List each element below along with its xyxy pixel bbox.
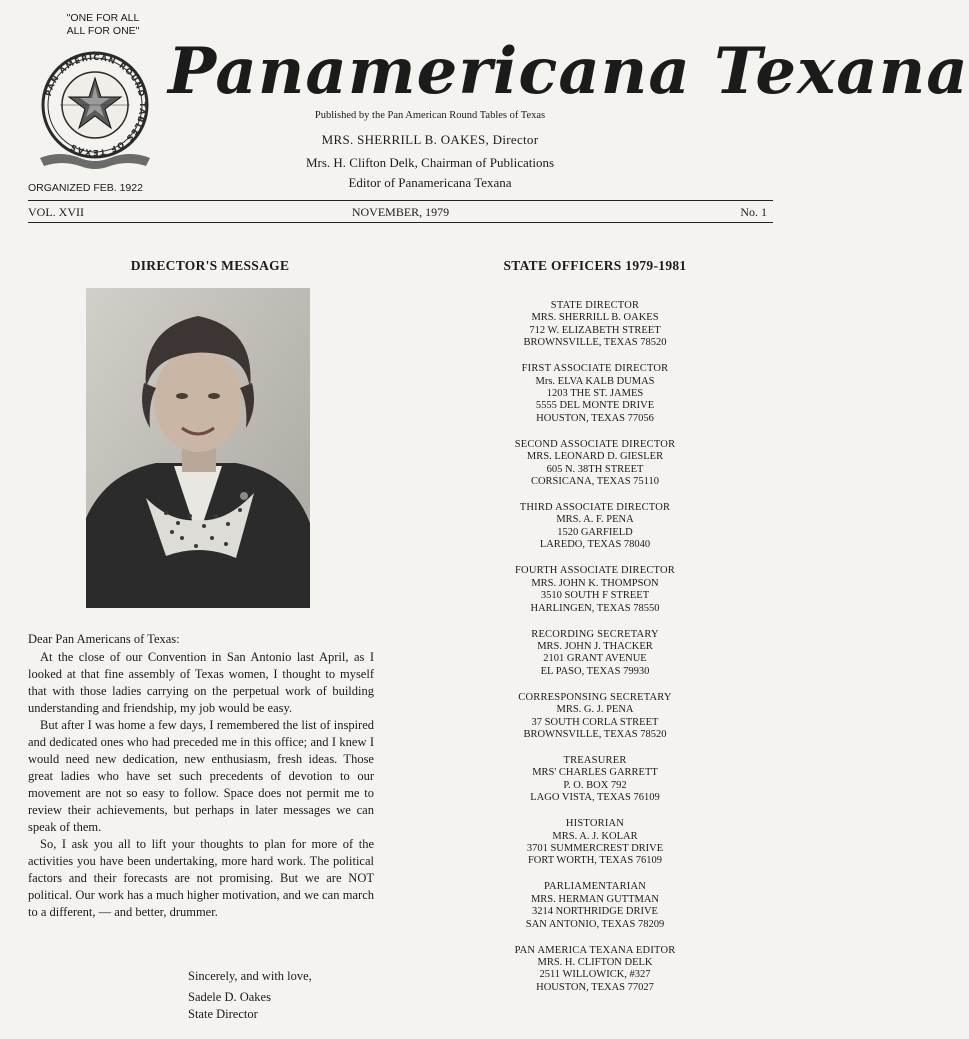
directors-message-body	[28, 631, 374, 921]
officer-address: 3701 SUMMERCREST DRIVE	[526, 842, 664, 854]
editor-line: Editor of Panamericana Texana	[348, 175, 512, 190]
officer-name: MRS. JOHN K. THOMPSON	[531, 577, 659, 589]
issue-date: NOVEMBER, 1979	[351, 205, 450, 219]
officer-name: MRS. H. CLIFTON DELK	[537, 957, 653, 968]
chairman-line: Mrs. H. Clifton Delk, Chairman of Publications	[305, 155, 555, 170]
officer-address: 5555 DEL MONTE DRIVE	[535, 400, 655, 412]
masthead-title: Panamericana Texana	[168, 34, 969, 109]
signature-name: Sadele D. Oakes	[188, 990, 271, 1004]
published-by: Published by the Pan American Round Tables of Texas	[314, 110, 546, 121]
officer-entry	[460, 945, 730, 995]
motto-line-2: ALL FOR ONE"	[66, 25, 140, 37]
officer-title: FOURTH ASSOCIATE DIRECTOR	[515, 565, 675, 577]
officer-title: TREASURER	[563, 754, 627, 766]
top-rule	[28, 200, 773, 201]
volume: VOL. XVII	[28, 205, 84, 219]
officer-address: 712 W. ELIZABETH STREET	[529, 324, 661, 336]
message-paragraph: But after I was home a few days, I remembered the list of inspired and dedicated ones who had preceded me in this office; and I knew I would need new dedication, new enthusiasm, fresh ideas. Those great ladies who have set such precedents of devotion to our movement are not so easy to follow. Space does not permit me to review their achievements, but perhaps in later messages we can speak of them.	[28, 718, 374, 834]
officer-address: BROWNSVILLE, TEXAS 78520	[523, 337, 667, 349]
officer-address: LAREDO, TEXAS 78040	[539, 539, 651, 551]
svg-text:PAN AMERICAN ROUND TABLES OF T: PAN AMERICAN ROUND TABLES OF TEXAS	[43, 52, 148, 158]
signature-title: State Director	[188, 1007, 258, 1021]
director-line: MRS. SHERRILL B. OAKES, Director	[321, 132, 539, 147]
officer-address: SAN ANTONIO, TEXAS 78209	[525, 918, 665, 930]
motto-line-1: "ONE FOR ALL	[66, 12, 140, 24]
organized-date: ORGANIZED FEB. 1922	[28, 182, 143, 194]
bottom-rule	[28, 222, 773, 223]
director-portrait-photo	[86, 288, 310, 608]
officer-address: 605 N. 38TH STREET	[546, 463, 644, 475]
issue-number: No. 1	[740, 205, 767, 219]
officer-name: MRS. LEONARD D. GIESLER	[526, 451, 664, 463]
motto	[48, 12, 158, 38]
officer-address: 1520 GARFIELD	[557, 526, 633, 538]
officer-address: CORSICANA, TEXAS 75110	[530, 476, 660, 488]
officer-entry	[460, 300, 730, 350]
officer-title: RECORDING SECRETARY	[531, 628, 659, 640]
state-officers-heading: STATE OFFICERS 1979-1981	[503, 258, 687, 273]
officer-title: HISTORIAN	[565, 818, 625, 830]
officer-address: BROWNSVILLE, TEXAS 78520	[523, 728, 667, 740]
officer-title: STATE DIRECTOR	[550, 300, 640, 311]
officer-address: 3510 SOUTH F STREET	[540, 590, 650, 602]
message-closing	[188, 968, 312, 1023]
closing-line: Sincerely, and with love,	[188, 969, 312, 983]
officer-title: CORRESPONSING SECRETARY	[518, 691, 672, 703]
message-paragraph: At the close of our Convention in San Antonio last April, as I looked at that fine assembly of Texas women, I thought to myself that with those ladies carrying on the perpetual work of building understanding and friendship, my job would be easy.	[28, 650, 374, 715]
round-tables-seal-logo	[30, 40, 160, 180]
officer-address: P. O. BOX 792	[563, 779, 627, 791]
officer-name: MRS. A. J. KOLAR	[552, 830, 638, 842]
officer-entry	[460, 502, 730, 552]
officer-entry	[460, 692, 730, 742]
officer-title: PAN AMERICA TEXANA EDITOR	[514, 944, 676, 956]
officer-address: LAGO VISTA, TEXAS 76109	[530, 792, 660, 804]
officer-name: MRS. A. F. PENA	[556, 514, 634, 526]
officer-address: 1203 THE ST. JAMES	[546, 388, 644, 400]
officer-name: MRS. G. J. PENA	[556, 704, 634, 716]
officer-address: 3214 NORTHRIDGE DRIVE	[532, 906, 658, 918]
officer-title: SECOND ASSOCIATE DIRECTOR	[514, 438, 676, 450]
officer-title: THIRD ASSOCIATE DIRECTOR	[519, 502, 671, 514]
officer-name: MRS. JOHN J. THACKER	[537, 640, 653, 652]
officer-address: HARLINGEN, TEXAS 78550	[530, 602, 660, 614]
officer-address: 37 SOUTH CORLA STREET	[531, 716, 659, 728]
officer-entry	[460, 629, 730, 679]
officer-name: Mrs. ELVA KALB DUMAS	[535, 375, 655, 387]
officer-address: HOUSTON, TEXAS 77056	[536, 412, 654, 424]
issue-info-bar	[28, 205, 773, 221]
state-officers-list	[460, 300, 730, 1008]
directors-message-heading: DIRECTOR'S MESSAGE	[130, 258, 290, 273]
officer-entry	[460, 439, 730, 489]
message-paragraph: So, I ask you all to lift your thoughts to plan for more of the activities you have been undertaking, more hard work. The political factors and their forecasts are not promising. But we are NOT political. Our work has a much higher motivation, and we can march to a different, — and better, drummer.	[28, 837, 374, 919]
officer-address: HOUSTON, TEXAS 77027	[536, 981, 654, 993]
officer-name: MRS. HERMAN GUTTMAN	[530, 893, 660, 905]
salutation: Dear Pan Americans of Texas:	[28, 632, 180, 646]
officer-entry	[460, 755, 730, 805]
officer-name: MRS. SHERRILL B. OAKES	[531, 312, 659, 324]
officer-address: EL PASO, TEXAS 79930	[540, 665, 650, 677]
officer-name: MRS' CHARLES GARRETT	[532, 767, 658, 779]
officer-entry	[460, 881, 730, 931]
officer-address: FORT WORTH, TEXAS 76109	[527, 855, 663, 867]
officer-title: PARLIAMENTARIAN	[543, 881, 647, 893]
officer-title: FIRST ASSOCIATE DIRECTOR	[521, 363, 669, 375]
officer-entry	[460, 818, 730, 868]
officer-entry	[460, 565, 730, 615]
officer-entry	[460, 363, 730, 425]
officer-address: 2101 GRANT AVENUE	[543, 653, 647, 665]
officer-address: 2511 WILLOWICK, #327	[539, 969, 651, 981]
